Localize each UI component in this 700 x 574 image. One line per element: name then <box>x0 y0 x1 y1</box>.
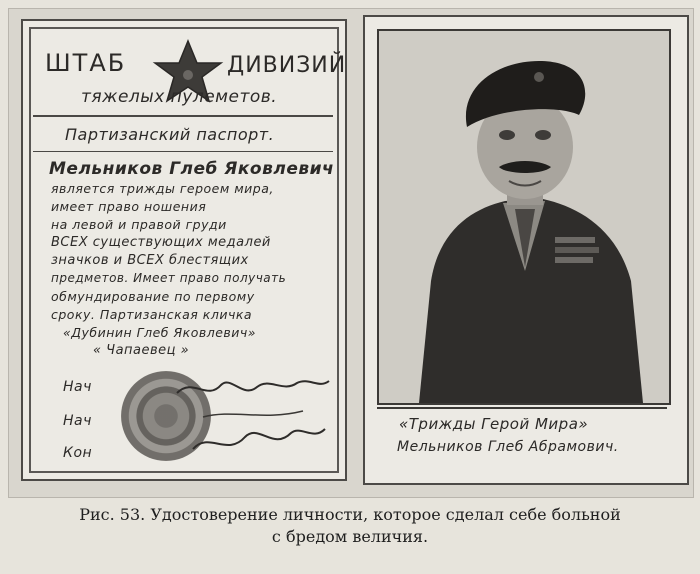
body-line: обмундирование по первому <box>51 289 255 304</box>
header-divider <box>33 115 333 117</box>
passport-left-page <box>21 19 347 481</box>
partisan-nickname-2: « Чапаевец » <box>93 343 190 358</box>
header-divisions: ДИВИЗИЙ <box>227 53 347 78</box>
signature-icon <box>173 371 333 461</box>
header-shtab: ШТАБ <box>45 49 127 77</box>
portrait-caption-title: «Трижды Герой Мира» <box>399 415 589 433</box>
portrait-caption-box <box>377 407 667 469</box>
title-divider <box>33 151 333 152</box>
sign-line-chief: Нач <box>63 379 92 395</box>
body-line: имеет право ношения <box>51 199 207 214</box>
sign-line-3: Кон <box>63 445 93 461</box>
doc-type-title: Партизанский паспорт. <box>65 125 275 144</box>
passport-right-page <box>363 15 689 485</box>
partisan-nickname: «Дубинин Глеб Яковлевич» <box>63 325 256 340</box>
body-line: значков и ВСЕХ блестящих <box>51 253 249 268</box>
figure-caption <box>0 504 700 548</box>
header-heavy-machine-guns: тяжелых пулеметов. <box>81 87 278 107</box>
portrait-photo <box>377 29 671 405</box>
figure-caption-line-1: Рис. 53. Удостоверение личности, которое сделал себе больной <box>79 505 621 524</box>
body-line: сроку. Партизанская кличка <box>51 307 253 322</box>
man-portrait-icon <box>379 31 669 403</box>
figure-caption-line-2: с бредом величия. <box>271 527 429 546</box>
body-line: ВСЕХ существующих медалей <box>51 235 271 250</box>
body-line: предметов. Имеет право получать <box>51 271 287 285</box>
document-photo <box>8 8 694 498</box>
holder-name: Мельников Глеб Яковлевич <box>49 159 335 179</box>
portrait-caption-name: Мельников Глеб Абрамович. <box>397 439 619 455</box>
body-line: на левой и правой груди <box>51 217 227 232</box>
body-line: является трижды героем мира, <box>51 181 274 196</box>
sign-line-chief-2: Нач <box>63 413 92 429</box>
